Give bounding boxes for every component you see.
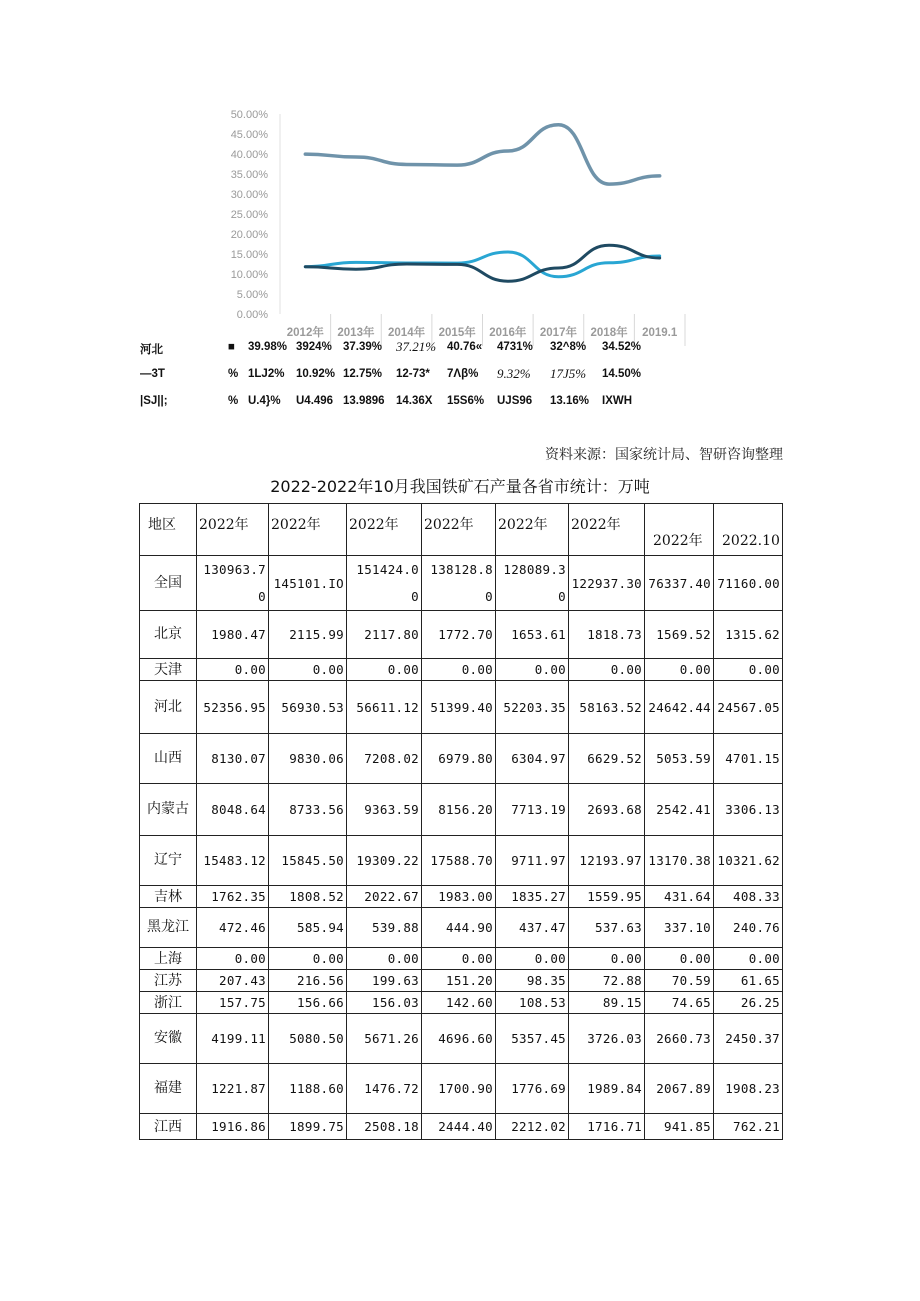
table-value-cell: 9830.06 (269, 734, 347, 784)
table-value-cell: 9711.97 (496, 836, 569, 886)
table-value-cell: 72.88 (569, 970, 645, 992)
table-row (140, 611, 783, 659)
legend-row (140, 395, 700, 415)
table-value-cell: 1772.70 (422, 611, 496, 659)
table-row (140, 886, 783, 908)
table-value-cell: 0.00 (422, 659, 496, 681)
legend-row (140, 368, 700, 388)
table-value-cell: 6629.52 (569, 734, 645, 784)
table-value-cell: 1908.23 (714, 1064, 783, 1114)
table-value-cell: 240.76 (714, 908, 783, 948)
table-region-cell: 全国 (140, 556, 197, 611)
y-tick-label: 50.00% (230, 109, 268, 121)
y-tick-label: 15.00% (230, 249, 268, 261)
table-value-cell: 0.00 (269, 948, 347, 970)
table-value-cell: 13170.38 (645, 836, 714, 886)
table-header-cell: 2022年 (569, 504, 645, 556)
table-value-cell: 2508.18 (347, 1114, 422, 1140)
table-value-cell: 138128.80 (422, 556, 496, 611)
table-value-cell: 156.03 (347, 992, 422, 1014)
table-value-cell: 1762.35 (197, 886, 269, 908)
table-value-cell: 5671.26 (347, 1014, 422, 1064)
y-tick-label: 25.00% (230, 209, 268, 221)
table-value-cell: 157.75 (197, 992, 269, 1014)
table-value-cell: 537.63 (569, 908, 645, 948)
table-region-cell: 黑龙江 (140, 908, 197, 948)
table-value-cell: 1569.52 (645, 611, 714, 659)
y-tick-label: 5.00% (236, 289, 268, 301)
table-region-cell: 安徽 (140, 1014, 197, 1064)
table-row (140, 1114, 783, 1140)
table-value-cell: 0.00 (714, 948, 783, 970)
table-row (140, 784, 783, 836)
legend-value: U4.496 (296, 395, 334, 407)
table-row (140, 836, 783, 886)
table-value-cell: 9363.59 (347, 784, 422, 836)
table-region-cell: 江苏 (140, 970, 197, 992)
table-value-cell: 539.88 (347, 908, 422, 948)
table-value-cell: 2693.68 (569, 784, 645, 836)
table-value-cell: 2450.37 (714, 1014, 783, 1064)
table-value-cell: 8156.20 (422, 784, 496, 836)
table-header-cell: 2022年 (197, 504, 269, 556)
table-value-cell: 941.85 (645, 1114, 714, 1140)
legend-value: 14.36X (396, 395, 433, 407)
table-value-cell: 1899.75 (269, 1114, 347, 1140)
table-value-cell: 151.20 (422, 970, 496, 992)
table-value-cell: 1559.95 (569, 886, 645, 908)
legend-value: 14.50% (602, 368, 642, 380)
y-tick-label: 10.00% (230, 269, 268, 281)
table-row (140, 992, 783, 1014)
line-chart (140, 100, 700, 350)
legend-value: 4731% (497, 341, 533, 353)
legend-value: 13.16% (550, 395, 590, 407)
table-value-cell: 1808.52 (269, 886, 347, 908)
table-row (140, 970, 783, 992)
legend-value: 39.98% (248, 341, 288, 353)
table-value-cell: 70.59 (645, 970, 714, 992)
table-value-cell: 0.00 (269, 659, 347, 681)
table-row (140, 556, 783, 611)
table-value-cell: 1989.84 (569, 1064, 645, 1114)
table-value-cell: 1653.61 (496, 611, 569, 659)
table-value-cell: 4199.11 (197, 1014, 269, 1064)
table-value-cell: 98.35 (496, 970, 569, 992)
table-value-cell: 4701.15 (714, 734, 783, 784)
table-value-cell: 762.21 (714, 1114, 783, 1140)
legend-value: 13.9896 (343, 395, 385, 407)
table-value-cell: 89.15 (569, 992, 645, 1014)
legend-value: 32^8% (550, 341, 587, 353)
table-value-cell: 437.47 (496, 908, 569, 948)
table-header-cell: 2022.10 (714, 504, 783, 556)
table-value-cell: 1980.47 (197, 611, 269, 659)
legend-value: 40.76« (447, 341, 483, 353)
x-tick-label: 2016年 (489, 327, 527, 339)
table-value-cell: 151424.00 (347, 556, 422, 611)
x-tick-label: 2017年 (539, 327, 577, 339)
legend-value: IXWH (602, 395, 633, 407)
table-value-cell: 52203.35 (496, 681, 569, 734)
legend-value: 12.75% (343, 368, 383, 380)
table-value-cell: 5053.59 (645, 734, 714, 784)
table-value-cell: 15483.12 (197, 836, 269, 886)
table-row (140, 681, 783, 734)
table-value-cell: 71160.00 (714, 556, 783, 611)
source-note: 资料来源：国家统计局、智研咨询整理 (545, 447, 783, 463)
table-value-cell: 15845.50 (269, 836, 347, 886)
table-row (140, 734, 783, 784)
table-row (140, 948, 783, 970)
table-region-cell: 辽宁 (140, 836, 197, 886)
table-value-cell: 122937.30 (569, 556, 645, 611)
legend-marker: % (228, 395, 239, 407)
table-value-cell: 1776.69 (496, 1064, 569, 1114)
legend-value: 37.21% (396, 339, 437, 354)
table-value-cell: 0.00 (347, 948, 422, 970)
table-value-cell: 1983.00 (422, 886, 496, 908)
table-value-cell: 6304.97 (496, 734, 569, 784)
table-value-cell: 444.90 (422, 908, 496, 948)
table-value-cell: 337.10 (645, 908, 714, 948)
x-tick-label: 2019.1 (642, 327, 678, 339)
table-value-cell: 156.66 (269, 992, 347, 1014)
table-row (140, 1014, 783, 1064)
table-region-cell: 内蒙古 (140, 784, 197, 836)
table-value-cell: 1315.62 (714, 611, 783, 659)
table-value-cell: 472.46 (197, 908, 269, 948)
table-value-cell: 0.00 (645, 659, 714, 681)
table-value-cell: 7208.02 (347, 734, 422, 784)
legend-label: 河北 (140, 344, 163, 356)
table-value-cell: 2115.99 (269, 611, 347, 659)
table-region-cell: 北京 (140, 611, 197, 659)
y-tick-label: 35.00% (230, 169, 268, 181)
table-value-cell: 1835.27 (496, 886, 569, 908)
series-line-1 (305, 125, 659, 184)
line-chart-svg (140, 100, 700, 350)
table-value-cell: 216.56 (269, 970, 347, 992)
table-value-cell: 26.25 (714, 992, 783, 1014)
table-value-cell: 1221.87 (197, 1064, 269, 1114)
table-value-cell: 0.00 (569, 948, 645, 970)
legend-value: 34.52% (602, 341, 642, 353)
table-value-cell: 2660.73 (645, 1014, 714, 1064)
table-value-cell: 1818.73 (569, 611, 645, 659)
table-value-cell: 74.65 (645, 992, 714, 1014)
table-value-cell: 5080.50 (269, 1014, 347, 1064)
x-tick-label: 2013年 (337, 327, 375, 339)
table-value-cell: 58163.52 (569, 681, 645, 734)
legend-marker: % (228, 368, 239, 380)
table-value-cell: 0.00 (347, 659, 422, 681)
table-value-cell: 1700.90 (422, 1064, 496, 1114)
table-value-cell: 0.00 (496, 659, 569, 681)
table-value-cell: 1716.71 (569, 1114, 645, 1140)
table-region-cell: 吉林 (140, 886, 197, 908)
table-header-cell: 2022年 (269, 504, 347, 556)
table-value-cell: 24642.44 (645, 681, 714, 734)
table-value-cell: 6979.80 (422, 734, 496, 784)
legend-value: 9.32% (497, 366, 531, 381)
table-value-cell: 2022.67 (347, 886, 422, 908)
legend-value: 37.39% (343, 341, 383, 353)
table-value-cell: 145101.IO (269, 556, 347, 611)
legend-value: 10.92% (296, 368, 336, 380)
table-region-cell: 江西 (140, 1114, 197, 1140)
legend-marker: ■ (228, 341, 235, 353)
legend-label: —3T (140, 368, 165, 380)
legend-value: 7Λβ% (447, 368, 479, 380)
legend-label: |SJ||; (140, 395, 168, 407)
table-value-cell: 4696.60 (422, 1014, 496, 1064)
legend-value: UJS96 (497, 395, 533, 407)
table-value-cell: 1916.86 (197, 1114, 269, 1140)
table-value-cell: 52356.95 (197, 681, 269, 734)
table-value-cell: 0.00 (197, 948, 269, 970)
table-value-cell: 8048.64 (197, 784, 269, 836)
x-tick-label: 2018年 (590, 327, 628, 339)
table-value-cell: 76337.40 (645, 556, 714, 611)
table-region-cell: 河北 (140, 681, 197, 734)
table-value-cell: 408.33 (714, 886, 783, 908)
table-header-row (140, 504, 783, 556)
table-header-cell: 2022年 (496, 504, 569, 556)
table-value-cell: 61.65 (714, 970, 783, 992)
y-tick-label: 20.00% (230, 229, 268, 241)
table-value-cell: 585.94 (269, 908, 347, 948)
legend-value: 15S6% (447, 395, 485, 407)
table-header-cell: 2022年 (347, 504, 422, 556)
table-title: 2022-2022年10月我国铁矿石产量各省市统计：万吨 (270, 477, 650, 496)
x-tick-label: 2012年 (286, 327, 324, 339)
table-value-cell: 7713.19 (496, 784, 569, 836)
table-value-cell: 1476.72 (347, 1064, 422, 1114)
legend-value: 12-73* (396, 368, 430, 380)
table-value-cell: 0.00 (645, 948, 714, 970)
table-value-cell: 12193.97 (569, 836, 645, 886)
table-value-cell: 0.00 (714, 659, 783, 681)
legend-row (140, 341, 700, 361)
table-row (140, 1064, 783, 1114)
table-value-cell: 0.00 (496, 948, 569, 970)
table-value-cell: 2117.80 (347, 611, 422, 659)
table-value-cell: 56930.53 (269, 681, 347, 734)
table-header-cell: 地区 (140, 504, 197, 556)
table-row (140, 659, 783, 681)
production-table (139, 503, 783, 1140)
table-value-cell: 108.53 (496, 992, 569, 1014)
table-value-cell: 142.60 (422, 992, 496, 1014)
table-value-cell: 24567.05 (714, 681, 783, 734)
table-region-cell: 天津 (140, 659, 197, 681)
table-value-cell: 2542.41 (645, 784, 714, 836)
legend-value: 3924% (296, 341, 332, 353)
x-tick-label: 2014年 (388, 327, 426, 339)
table-region-cell: 浙江 (140, 992, 197, 1014)
table-value-cell: 8130.07 (197, 734, 269, 784)
table-value-cell: 10321.62 (714, 836, 783, 886)
legend-value: 1LJ2% (248, 368, 285, 380)
table-value-cell: 3306.13 (714, 784, 783, 836)
table-value-cell: 1188.60 (269, 1064, 347, 1114)
y-tick-label: 40.00% (230, 149, 268, 161)
table-value-cell: 199.63 (347, 970, 422, 992)
table-value-cell: 2067.89 (645, 1064, 714, 1114)
legend-value: 17J5% (550, 366, 587, 381)
table-value-cell: 128089.30 (496, 556, 569, 611)
table-header-cell: 2022年 (645, 504, 714, 556)
table-value-cell: 56611.12 (347, 681, 422, 734)
legend-value: U.4}% (248, 395, 281, 407)
table-value-cell: 19309.22 (347, 836, 422, 886)
table-value-cell: 3726.03 (569, 1014, 645, 1064)
table-value-cell: 0.00 (569, 659, 645, 681)
table-value-cell: 5357.45 (496, 1014, 569, 1064)
table-region-cell: 山西 (140, 734, 197, 784)
table-value-cell: 207.43 (197, 970, 269, 992)
table-value-cell: 0.00 (422, 948, 496, 970)
table-value-cell: 0.00 (197, 659, 269, 681)
y-tick-label: 45.00% (230, 129, 268, 141)
y-tick-label: 0.00% (236, 309, 268, 321)
table-value-cell: 8733.56 (269, 784, 347, 836)
table-value-cell: 51399.40 (422, 681, 496, 734)
table-region-cell: 福建 (140, 1064, 197, 1114)
table-value-cell: 431.64 (645, 886, 714, 908)
table-row (140, 908, 783, 948)
table-region-cell: 上海 (140, 948, 197, 970)
table-value-cell: 2212.02 (496, 1114, 569, 1140)
table-value-cell: 17588.70 (422, 836, 496, 886)
y-tick-label: 30.00% (230, 189, 268, 201)
table-header-cell: 2022年 (422, 504, 496, 556)
table-value-cell: 2444.40 (422, 1114, 496, 1140)
x-tick-label: 2015年 (438, 327, 476, 339)
table-value-cell: 130963.70 (197, 556, 269, 611)
